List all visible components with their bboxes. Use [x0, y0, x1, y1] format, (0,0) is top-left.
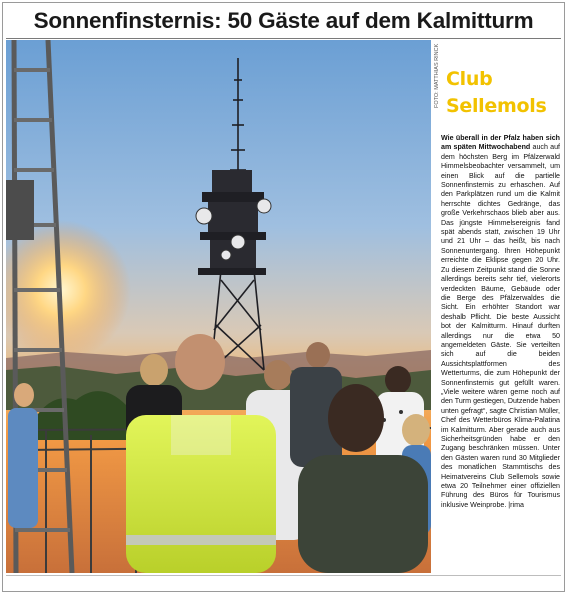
kicker-line-1: Club	[446, 68, 493, 90]
bottom-rule	[6, 575, 561, 576]
headline: Sonnenfinsternis: 50 Gäste auf dem Kalmitturm	[33, 8, 534, 33]
article-signature: |rima	[506, 500, 524, 509]
article-text	[441, 134, 560, 572]
kicker-club-sellemols	[446, 66, 562, 120]
kicker-line-2: Sellemols	[446, 95, 547, 117]
article-lead: Wie überall in der Pfalz haben sich am späten Mittwochabend	[441, 134, 560, 152]
article-body: auch auf dem höchsten Berg im Pfälzerwald Himmelsbeobachter versammelt, um einen Blick auf die partielle Sonnenfinsternis zu erhaschen. Auf den Parkplätzen rund um die Kalmit herrschte dichtes Gedränge, das große Verkehrschaos blieb aber aus. Das jüngste Himmelsereignis fand spät abends statt, zwischen 19 Uhr und 21 Uhr – das heißt, bis nach Sonnenuntergang. Ihren Höhepunkt erreichte die Eklipse gegen 20 Uhr. Zu diesem Zeitpunkt stand die Sonne allerdings bereits sehr tief, vielerorts verdeckten Bäume, Gebäude oder die Berge des Pfälzerwaldes die Sicht. Ein erhöhter Standort war deshalb Pflicht. Die beste Aussicht bot der Kalmitturm. Hinauf durften allerdings nur die etwa 50 angemeldeten Gäste. Sie verteilten sich auf die beiden Aussichtsplattformen des Wetterturms, die zum Höhepunkt der Sonnenfinsternis gut gefüllt waren. „Viele weitere wären gerne noch auf den Turm gestiegen, Dutzende haben unten gefragt“, sagte Christian Müller, Chef des Wetterbüros Klima-Palatina im Kalmitturm. Aber gerade auch aus Sicherheitsgründen habe er den Zugang beschränken müssen. Unter den Gästen waren rund 30 Mitglieder des monatlichen Stammtischs des Heimatvereins Club Sellemols sowie etwa 20 Teilnehmer einer offiziellen Führung des Büros für Tourismus inklusive Weinprobe.	[441, 143, 560, 509]
headline-rule	[6, 38, 561, 39]
photo-credit: FOTO: MATTHIAS RINCK	[434, 44, 440, 109]
sunset-tower-photo	[6, 40, 431, 573]
